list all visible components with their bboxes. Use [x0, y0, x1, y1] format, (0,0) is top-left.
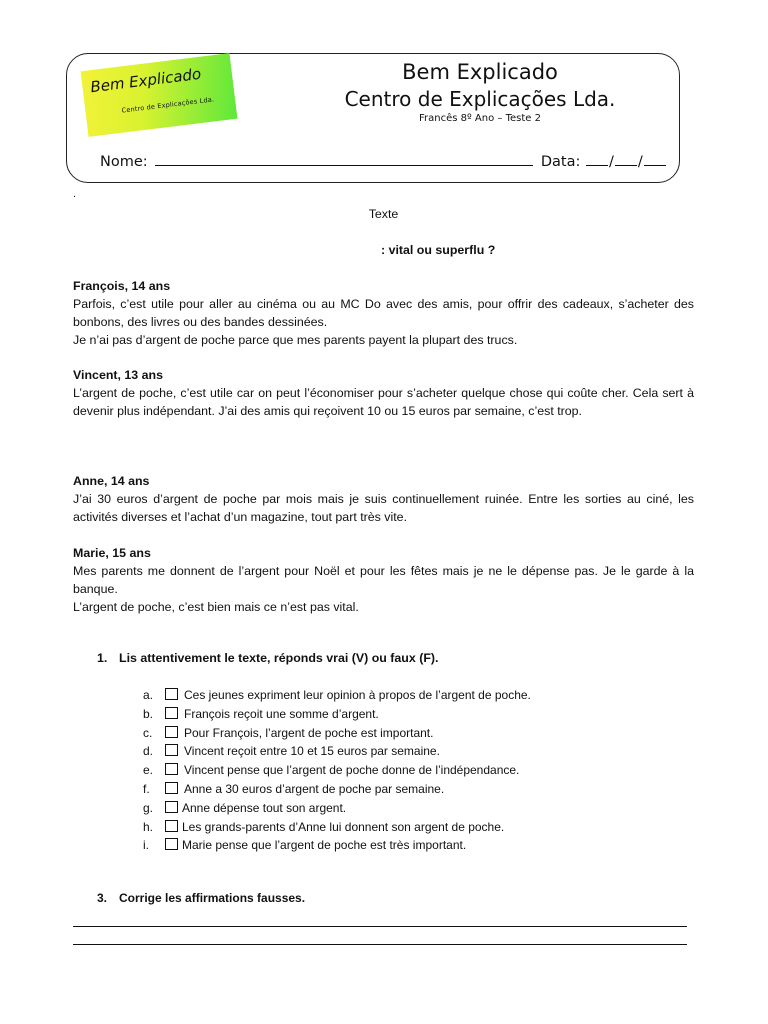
checkbox[interactable]	[165, 801, 178, 813]
testimony-paragraph: J’ai 30 euros d’argent de poche par mois mais je suis continuellement ruinée. Entre les sorties au ciné, les activités diverses et l’achat d’un magazine, tout part très vite.	[73, 492, 694, 524]
item-letter: a.	[143, 688, 154, 702]
checkbox[interactable]	[165, 782, 178, 794]
item-letter: e.	[143, 763, 154, 778]
org-full-name: Centro de Explicações Lda.	[344, 87, 616, 111]
item-text: Vincent reçoit entre 10 et 15 euros par semaine.	[184, 744, 440, 759]
checkbox[interactable]	[165, 838, 178, 850]
testimony-paragraph: Parfois, c’est utile pour aller au cinéma ou au MC Do avec des amis, pour offrir des cadeaux, s’acheter des bonbons, des livres ou des bandes dessinées.	[73, 297, 694, 329]
item-text: Vincent pense que l’argent de poche donne de l’indépendance.	[184, 763, 520, 778]
list-item	[143, 836, 663, 855]
answer-line[interactable]	[73, 944, 687, 945]
list-item	[143, 724, 663, 743]
question-number: 3.	[97, 891, 108, 905]
checkbox[interactable]	[165, 688, 178, 700]
testimony-francois	[73, 277, 694, 349]
testimony-name: Anne, 14 ans	[73, 474, 150, 488]
testimony-paragraph: L’argent de poche, c’est utile car on peut l’économiser pour s’acheter quelque chose qui coûte cher. Cela sert à devenir plus indépendant. J’ai des amis qui reçoivent 10 ou 15 euros par semaine, c’est trop.	[73, 386, 694, 418]
testimony-vincent	[73, 366, 694, 420]
item-letter: i.	[143, 838, 149, 853]
list-item	[143, 799, 663, 818]
logo-title: Bem Explicado	[89, 64, 203, 97]
date-label: Data:	[540, 154, 581, 170]
item-letter: b.	[143, 706, 154, 721]
item-letter: h.	[143, 819, 154, 834]
testimony-name: François, 14 ans	[73, 279, 171, 293]
testimony-marie	[73, 544, 694, 616]
list-item	[143, 818, 663, 837]
item-letter: g.	[143, 800, 154, 815]
date-day-field[interactable]	[586, 152, 608, 166]
item-letter: f.	[143, 781, 150, 796]
testimony-anne	[73, 472, 694, 526]
date-year-field[interactable]	[644, 152, 666, 166]
list-item	[143, 705, 663, 724]
checkbox[interactable]	[165, 726, 178, 738]
stray-dot: .	[73, 188, 77, 200]
question-number: 1.	[97, 651, 108, 665]
logo-subtitle: Centro de Explicações Lda.	[121, 95, 215, 115]
date-separator: /	[609, 154, 614, 170]
subject-line: Francês 8º Ano – Teste 2	[419, 113, 541, 124]
item-text: Les grands-parents d’Anne lui donnent son argent de poche.	[182, 819, 505, 834]
list-item	[143, 761, 663, 780]
item-text: François reçoit une somme d’argent.	[184, 706, 379, 721]
date-separator: /	[637, 154, 643, 170]
checkbox[interactable]	[165, 820, 178, 832]
question-3-title	[97, 891, 305, 905]
testimony-name: Vincent, 13 ans	[73, 368, 163, 382]
name-date-row	[100, 152, 670, 170]
list-item	[143, 742, 663, 761]
checkbox[interactable]	[165, 744, 178, 756]
item-text: Pour François, l’argent de poche est important.	[184, 725, 434, 740]
list-item	[143, 780, 663, 799]
item-letter: d.	[143, 744, 154, 759]
checkbox[interactable]	[165, 707, 178, 719]
true-false-list	[143, 686, 663, 855]
item-text: Ces jeunes expriment leur opinion à propos de l’argent de poche.	[184, 688, 531, 702]
question-text: Lis attentivement le texte, réponds vrai (V) ou faux (F).	[119, 651, 439, 665]
date-month-field[interactable]	[615, 152, 637, 166]
list-item	[143, 686, 663, 705]
item-letter: c.	[143, 725, 153, 740]
item-text: Anne dépense tout son argent.	[182, 800, 347, 815]
item-text: Marie pense que l’argent de poche est très important.	[182, 838, 467, 853]
item-text: Anne a 30 euros d’argent de poche par semaine.	[184, 781, 445, 796]
question-1-title	[97, 651, 438, 665]
question-text: Corrige les affirmations fausses.	[119, 891, 306, 905]
section-label: Texte	[368, 207, 399, 221]
name-field[interactable]	[155, 152, 533, 166]
answer-line[interactable]	[73, 926, 687, 927]
checkbox[interactable]	[165, 763, 178, 775]
text-title: : vital ou superflu ?	[381, 243, 496, 257]
testimony-paragraph: Je n’ai pas d’argent de poche parce que mes parents payent la plupart des trucs.	[73, 333, 518, 347]
testimony-paragraph: L’argent de poche, c’est bien mais ce n’est pas vital.	[73, 600, 359, 614]
org-name: Bem Explicado	[402, 60, 558, 84]
testimony-name: Marie, 15 ans	[73, 546, 151, 560]
name-label: Nome:	[100, 154, 148, 170]
testimony-paragraph: Mes parents me donnent de l’argent pour Noël et pour les fêtes mais je ne le dépense pas. Je le garde à la banque.	[73, 564, 694, 596]
